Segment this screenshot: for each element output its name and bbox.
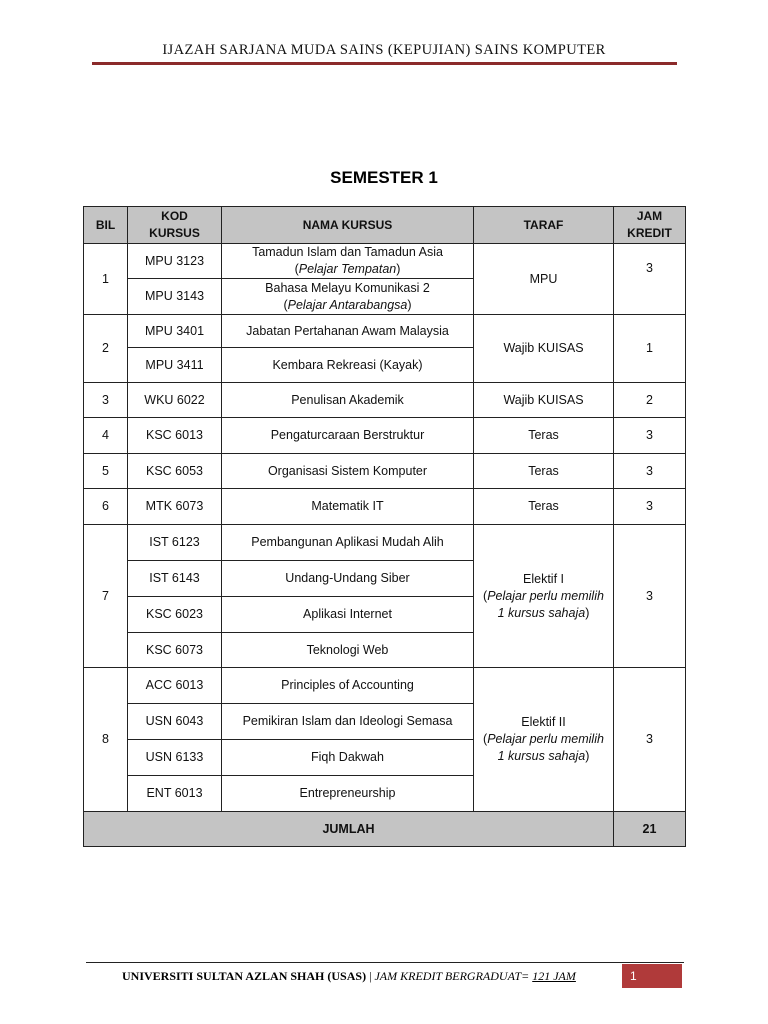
cell-nama: Matematik IT — [222, 489, 474, 525]
footer-university: UNIVERSITI SULTAN AZLAN SHAH (USAS) — [122, 969, 367, 983]
cell-kod: MPU 3401 — [128, 315, 222, 348]
page-number-badge: 1 — [622, 964, 682, 988]
cell-kod: KSC 6073 — [128, 633, 222, 668]
cell-kod: MPU 3411 — [128, 348, 222, 383]
header-nama: NAMA KURSUS — [222, 207, 474, 244]
total-label: JUMLAH — [84, 812, 614, 847]
cell-kod: KSC 6013 — [128, 418, 222, 454]
cell-kod: MPU 3123 — [128, 244, 222, 279]
header-jam-line1: JAM — [636, 209, 663, 223]
cell-nama: Pemikiran Islam dan Ideologi Semasa — [222, 704, 474, 740]
cell-kod: KSC 6023 — [128, 597, 222, 633]
cell-nama: Aplikasi Internet — [222, 597, 474, 633]
cell-nama: Bahasa Melayu Komunikasi 2 (Pelajar Antarabangsa) — [222, 279, 474, 315]
header-taraf: TARAF — [474, 207, 614, 244]
table-row — [84, 244, 686, 279]
cell-kredit: 3 — [614, 418, 686, 454]
cell-nama: Teknologi Web — [222, 633, 474, 668]
cell-nama: Pengaturcaraan Berstruktur — [222, 418, 474, 454]
cell-bil: 5 — [84, 454, 128, 489]
header-jam-line2: KREDIT — [627, 226, 672, 240]
cell-kredit: 3 — [614, 244, 686, 315]
cell-taraf: Elektif I (Pelajar perlu memilih 1 kursus sahaja) — [474, 525, 614, 668]
course-note: Pelajar Tempatan — [298, 262, 397, 276]
cell-kod: ENT 6013 — [128, 776, 222, 812]
cell-kod: ACC 6013 — [128, 668, 222, 704]
table-row — [84, 454, 686, 489]
cell-kod: USN 6043 — [128, 704, 222, 740]
cell-kredit: 3 — [614, 489, 686, 525]
footer-text — [122, 969, 576, 984]
table-row — [84, 383, 686, 418]
cell-bil: 6 — [84, 489, 128, 525]
header-kod-line1: KOD — [161, 209, 188, 223]
header-jam-kredit — [614, 207, 686, 244]
cell-nama: Pembangunan Aplikasi Mudah Alih — [222, 525, 474, 561]
cell-nama: Jabatan Pertahanan Awam Malaysia — [222, 315, 474, 348]
cell-kod: WKU 6022 — [128, 383, 222, 418]
elective-label: Elektif II — [521, 715, 566, 729]
footer-separator: | — [366, 969, 375, 983]
cell-kod: USN 6133 — [128, 740, 222, 776]
cell-nama: Undang-Undang Siber — [222, 561, 474, 597]
cell-taraf: Wajib KUISAS — [474, 315, 614, 383]
elective-note: Pelajar perlu memilih 1 kursus sahaja — [487, 588, 604, 620]
footer-jam-label: JAM KREDIT BERGRADUAT= — [374, 969, 533, 983]
header-bil: BIL — [84, 207, 128, 244]
cell-kod: KSC 6053 — [128, 454, 222, 489]
cell-taraf: Elektif II (Pelajar perlu memilih 1 kursus sahaja) — [474, 668, 614, 812]
cell-kod: MPU 3143 — [128, 279, 222, 315]
cell-taraf: Wajib KUISAS — [474, 383, 614, 418]
table-row — [84, 525, 686, 561]
header-kod — [128, 207, 222, 244]
cell-bil: 4 — [84, 418, 128, 454]
course-name: Tamadun Islam dan Tamadun Asia — [252, 245, 443, 259]
cell-kredit: 3 — [614, 454, 686, 489]
cell-kod: IST 6123 — [128, 525, 222, 561]
table-row — [84, 315, 686, 348]
semester-title: SEMESTER 1 — [330, 168, 438, 187]
cell-kod: MTK 6073 — [128, 489, 222, 525]
cell-kredit: 3 — [614, 525, 686, 668]
cell-nama: Fiqh Dakwah — [222, 740, 474, 776]
cell-bil: 7 — [84, 525, 128, 668]
cell-nama: Principles of Accounting — [222, 668, 474, 704]
footer-rule — [86, 962, 684, 963]
cell-nama: Tamadun Islam dan Tamadun Asia (Pelajar Tempatan) — [222, 244, 474, 279]
cell-taraf: Teras — [474, 489, 614, 525]
course-name: Bahasa Melayu Komunikasi 2 — [265, 280, 430, 295]
table-header-row — [84, 207, 686, 244]
cell-nama: Entrepreneurship — [222, 776, 474, 812]
course-note: Pelajar Antarabangsa — [287, 297, 408, 312]
table-row — [84, 489, 686, 525]
elective-note: Pelajar perlu memilih 1 kursus sahaja — [487, 732, 604, 763]
document-header-title: IJAZAH SARJANA MUDA SAINS (KEPUJIAN) SAINS KOMPUTER — [162, 42, 606, 58]
cell-nama: Organisasi Sistem Komputer — [222, 454, 474, 489]
footer-jam-value: 121 JAM — [532, 969, 576, 983]
total-value: 21 — [614, 812, 686, 847]
total-row — [84, 812, 686, 847]
cell-taraf: Teras — [474, 418, 614, 454]
table-row — [84, 668, 686, 704]
cell-bil: 8 — [84, 668, 128, 812]
elective-label: Elektif I — [523, 571, 564, 586]
header-rule — [92, 62, 677, 65]
cell-kredit: 2 — [614, 383, 686, 418]
cell-bil: 3 — [84, 383, 128, 418]
cell-kredit: 3 — [614, 668, 686, 812]
cell-nama: Penulisan Akademik — [222, 383, 474, 418]
cell-nama: Kembara Rekreasi (Kayak) — [222, 348, 474, 383]
cell-kredit: 1 — [614, 315, 686, 383]
cell-bil: 2 — [84, 315, 128, 383]
table-row — [84, 418, 686, 454]
cell-kod: IST 6143 — [128, 561, 222, 597]
header-kod-line2: KURSUS — [149, 226, 200, 240]
cell-taraf: MPU — [474, 244, 614, 315]
course-table — [83, 206, 686, 847]
cell-bil: 1 — [84, 244, 128, 315]
cell-taraf: Teras — [474, 454, 614, 489]
